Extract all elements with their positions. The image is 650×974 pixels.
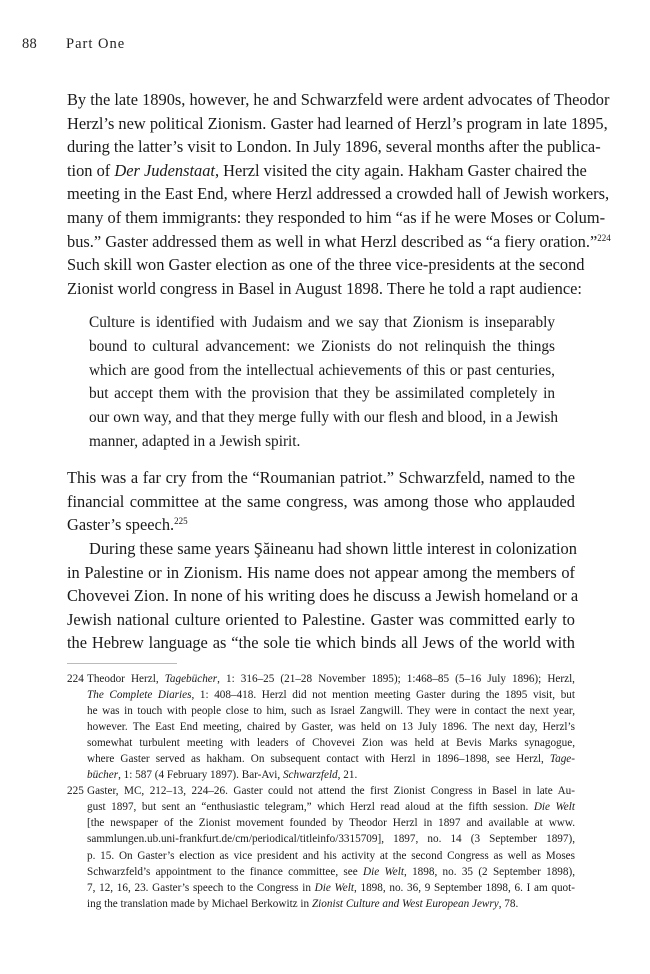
footnote-line: bücher, 1: 587 (4 February 1897). Bar-Avi, Schwarzfeld, 21. bbox=[87, 769, 358, 782]
page-number: 88 bbox=[22, 36, 38, 52]
footnote-line: The Complete Diaries, 1: 408–418. Herzl did not mention meeting Gaster during the 1895 visit, but bbox=[87, 689, 575, 702]
footnotes bbox=[67, 671, 575, 912]
footnote-line: Theodor Herzl, Tagebücher, 1: 316–25 (21–28 November 1895); 1:468–85 (5–16 July 1896); Herzl, bbox=[87, 673, 575, 685]
quote-line: bound to cultural advancement: we Zionists do not relinquish the things bbox=[89, 337, 555, 355]
footnote-line: p. 15. On Gaster’s election as vice president and his activity at the second Congress as well as Moses bbox=[87, 849, 575, 862]
text-line: During these same years Şăineanu had shown little interest in colonization bbox=[89, 539, 577, 558]
text-line: Gaster’s speech.$^{225}$ bbox=[67, 515, 188, 535]
footnote-ref-224: 224 bbox=[597, 232, 611, 243]
book-title: Der Judenstaat bbox=[114, 160, 215, 180]
text-line: tion of Der Judenstaat, Herzl visited the city again. Hakham Gaster chaired the bbox=[67, 160, 587, 180]
text-line: bus.” Gaster addressed them as well in what Herzl described as “a fiery oration.”$^{224}$ bbox=[67, 231, 611, 251]
footnote-line: Gaster, MC, 212–13, 224–26. Gaster could not attend the first Zionist Congress in Basel in late Au- bbox=[87, 785, 575, 798]
quote-line: which are good from the intellectual achievements of this or past centuries, bbox=[89, 361, 555, 379]
quote-line: our own way, and that they merge fully with our flesh and blood, in a Jewish bbox=[89, 409, 559, 427]
text-line: meeting in the East End, where Herzl addressed a crowded hall of Jewish workers, bbox=[67, 184, 610, 204]
footnote-225 bbox=[67, 783, 575, 911]
text-line: Zionist world congress in Basel in August 1898. There he told a rapt audience: bbox=[67, 278, 582, 298]
text-line: By the late 1890s, however, he and Schwarzfeld were ardent advocates of Theodor bbox=[67, 90, 610, 109]
text-line: Jewish national culture oriented to Palestine. Gaster was committed early to bbox=[67, 609, 575, 629]
footnote-line: however. The East End meeting, chaired by Gaster, was held on 13 July 1896. The next day, Herzl’s bbox=[87, 721, 575, 734]
quote-line: Culture is identified with Judaism and we say that Zionism is inseparably bbox=[89, 314, 555, 331]
paragraph-3 bbox=[67, 537, 579, 655]
text-line: financial committee at the same congress, was among those who applauded bbox=[67, 491, 575, 511]
text-line: many of them immigrants: they responded to him “as if he were Moses or Colum- bbox=[67, 207, 606, 227]
footnote-line: somewhat turbulent meeting with leaders of Chovevei Zion was held at Bevis Marks synagogue, bbox=[87, 737, 575, 750]
footnote-line: gust 1897, but sent an “enthusiastic telegram,” which Herzl read aloud at the fifth session. Die Welt bbox=[87, 801, 575, 814]
text-line: Chovevei Zion. In none of his writing does he discuss a Jewish homeland or a bbox=[67, 586, 579, 606]
paragraph-2 bbox=[67, 466, 575, 537]
footnote-ref-225: 225 bbox=[174, 516, 188, 527]
footnote-224 bbox=[67, 671, 575, 783]
footnote-line: he was in touch with people close to him, such as Israel Zangwill. They were in contact the next year, bbox=[87, 705, 575, 718]
text-line: the Hebrew language as “the sole tie which binds all Jews of the world with bbox=[67, 633, 575, 653]
part-title: Part One bbox=[66, 36, 126, 52]
quote-line: but accept them with the provision that they be assimilated completely in bbox=[89, 385, 555, 403]
paragraph-1 bbox=[67, 88, 611, 300]
text-line: in Palestine or in Zionism. His name does not appear among the members of bbox=[67, 562, 575, 582]
running-header bbox=[22, 36, 125, 53]
footnote-line: Schwarzfeld’s appointment to the finance committee, see Die Welt, 1898, no. 35 (2 September 1898), bbox=[87, 865, 575, 878]
footnote-number: 224 bbox=[67, 673, 84, 685]
text-line: during the latter’s visit to London. In July 1896, several months after the publica- bbox=[67, 137, 601, 157]
footnote-line: ing the translation made by Michael Berkowitz in Zionist Culture and West European Jewry, 78. bbox=[87, 897, 519, 910]
footnote-separator bbox=[67, 663, 177, 664]
footnote-line: sammlungen.ub.uni-frankfurt.de/cm/periodical/titleinfo/3315709], 1897, no. 14 (3 September 1897), bbox=[87, 833, 575, 846]
quote-line: manner, adapted in a Jewish spirit. bbox=[89, 432, 301, 450]
text-line: Herzl’s new political Zionism. Gaster had learned of Herzl’s program in late 1895, bbox=[67, 113, 608, 133]
footnote-line: 7, 12, 16, 23. Gaster’s speech to the Congress in Die Welt, 1898, no. 36, 9 September 1898, 6. I am quot- bbox=[87, 881, 575, 894]
footnote-number: 225 bbox=[67, 785, 84, 798]
block-quote bbox=[89, 311, 559, 454]
text-line: Such skill won Gaster election as one of the three vice-presidents at the second bbox=[67, 255, 585, 275]
footnote-line: [the newspaper of the Zionist movement founded by Theodor Herzl in 1897 and available at www. bbox=[87, 817, 575, 830]
text-line: This was a far cry from the “Roumanian patriot.” Schwarzfeld, named to the bbox=[67, 468, 575, 487]
footnote-line: where Gaster served as hakham. On subsequent contact with Herzl in 1896–1898, see Herzl, Tage- bbox=[87, 753, 575, 766]
